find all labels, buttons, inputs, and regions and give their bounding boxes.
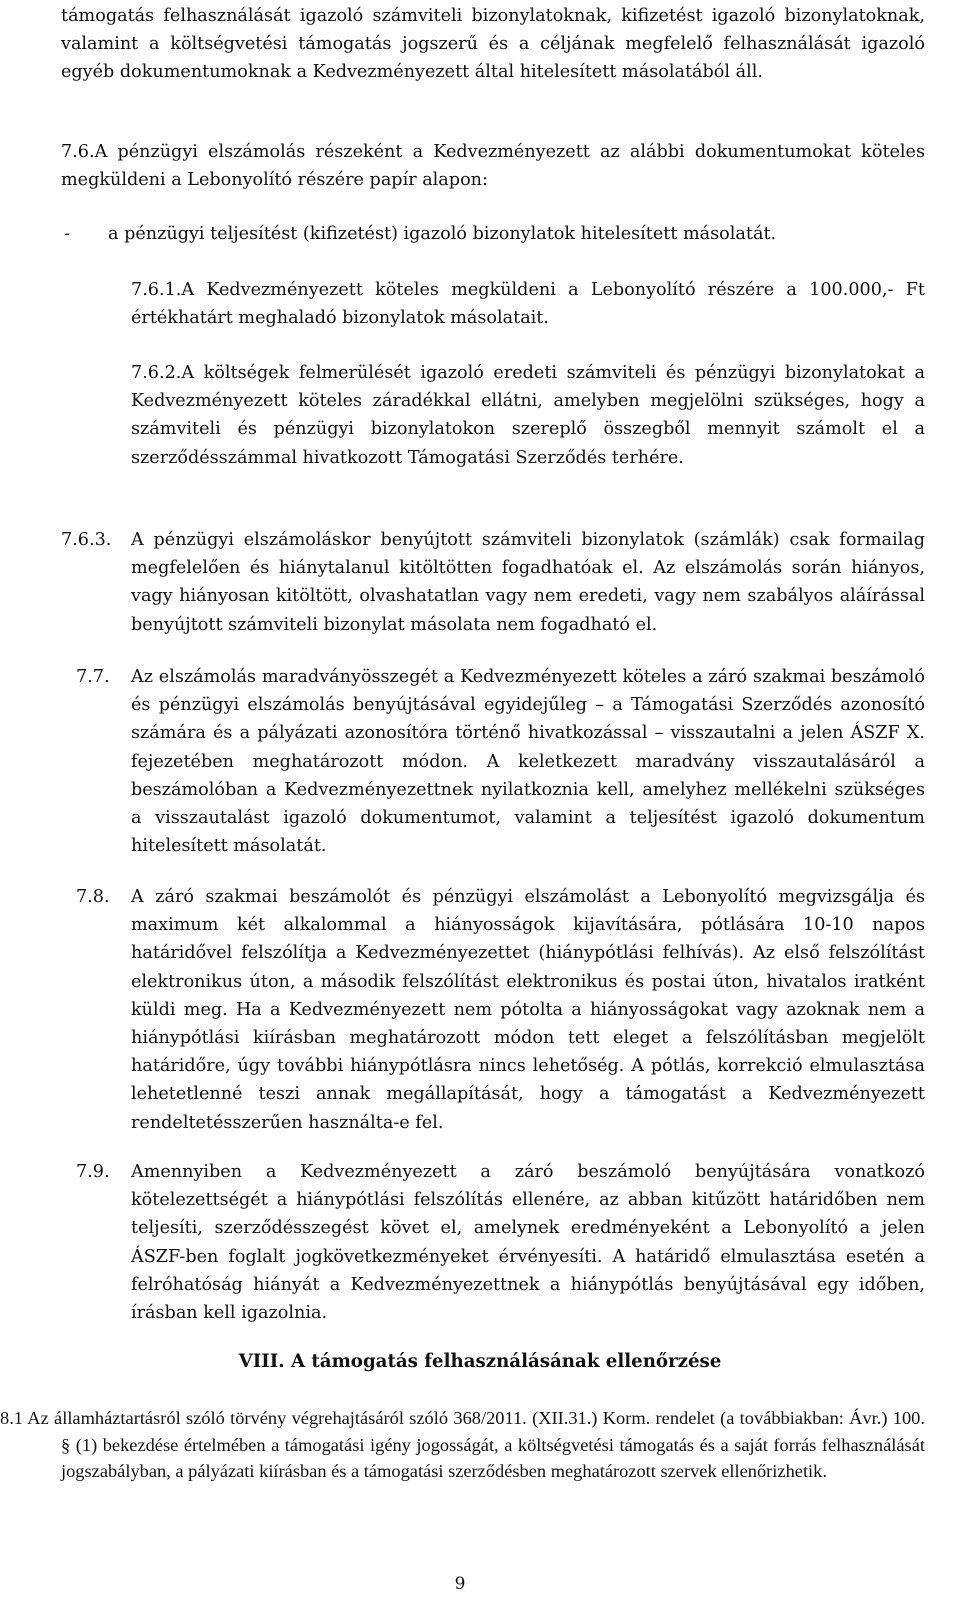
bullet-text: a pénzügyi teljesítést (kifizetést) igazoló bizonylatok hitelesített másolatát. <box>108 224 777 244</box>
section-7-6-text <box>61 138 925 194</box>
section-7-8-body: A záró szakmai beszámolót és pénzügyi elszámolást a Lebonyolító megvizsgálja és maximum két alkalommal a hiányosságok kijavítására, pótlására 10-10 napos határidővel felszólítja a Kedvezményezettet (hiánypótlási felhívás). Az első felszólítást elektronikus úton, a második felszólítást elektronikus és postai úton, hivatalos iratként küldi meg. Ha a Kedvezményezett nem pótolta a hiányosságokat vagy azoknak nem a hiánypótlási kiírásban meghatározott módon tett eleget a felszólításban megjelölt határidőre, úgy további hiánypótlásra nincs lehetőség. A pótlás, korrekció elmulasztása lehetetlenné teszi annak megállapítását, hogy a támogatást a Kedvezményezett rendeltetésszerűen használta-e fel. <box>131 887 925 1133</box>
section-7-7-number: 7.7. <box>76 667 110 687</box>
top-paragraph: támogatás felhasználását igazoló számviteli bizonylatoknak, kifizetést igazoló bizonylatoknak, valamint a költségvetési támogatás jogszerű és a céljának megfelelő felhasználását igazoló egyéb dokumentumoknak a Kedvezményezett által hitelesített másolatából áll. <box>61 6 925 83</box>
section-7-6-2-number: 7.6.2. <box>131 363 182 383</box>
section-7-7-body: Az elszámolás maradványösszegét a Kedvezményezett köteles a záró szakmai beszámoló és pénzügyi elszámolás benyújtásával egyidejűleg – a Támogatási Szerződés azonosító számára és a pályázati azonosítóra történő hivatkozással – visszautalni a jelen ÁSZF X. fejezetében meghatározott módon. A keletkezett maradvány visszautalásáról a beszámolóban a Kedvezményezettnek nyilatkoznia kell, amelyhez mellékelni szükséges a visszautalást igazoló dokumentumot, valamint a teljesítést igazoló dokumentum hitelesített másolatát. <box>131 667 925 857</box>
chapter-heading: VIII. A támogatás felhasználásának ellenőrzése <box>238 1351 722 1372</box>
section-7-9-number: 7.9. <box>76 1162 110 1182</box>
section-7-6-2-body: A költségek felmerülését igazoló eredeti számviteli és pénzügyi bizonylatokat a Kedvezményezett köteles záradékkal ellátni, amelyben megjelölni szükséges, hogy a számviteli és pénzügyi bizonylatokon szereplő összegből mennyit számolt el a szerződésszámmal hivatkozott Támogatási Szerződés terhére. <box>131 363 925 468</box>
section-7-6-1 <box>131 276 925 332</box>
section-7-6-body: A pénzügyi elszámolás részeként a Kedvezményezett az alábbi dokumentumokat köteles megküldeni a Lebonyolító részére papír alapon: <box>61 142 925 191</box>
section-8-1 <box>0 1405 925 1485</box>
section-7-8-number: 7.8. <box>76 887 110 907</box>
section-7-6-1-body: A Kedvezményezett köteles megküldeni a Lebonyolító részére a 100.000,- Ft értékhatárt meghaladó bizonylatok másolatait. <box>131 280 925 329</box>
section-7-6-number: 7.6. <box>61 142 95 162</box>
section-7-6-3-body: A pénzügyi elszámoláskor benyújtott számviteli bizonylatok (számlák) csak formailag megfelelően és hiánytalanul kitöltötten fogadhatóak el. Az elszámolás során hiányos, vagy hiányosan kitöltött, olvashatatlan vagy nem eredeti, vagy nem szabályos aláírással benyújtott számviteli bizonylat másolata nem fogadható el. <box>131 530 925 635</box>
section-7-6-2 <box>131 359 925 472</box>
section-7-6-3-number: 7.6.3. <box>61 530 112 550</box>
section-8-1-number: 8.1 <box>0 1408 23 1428</box>
section-8-1-body: Az államháztartásról szóló törvény végrehajtásáról szóló 368/2011. (XII.31.) Korm. rendelet (a továbbiakban: Ávr.) 100. § (1) bekezdése értelmében a támogatási igény jogosságát, a költségvetési támogatás és a saját forrás felhasználását jogszabályban, a pályázati kiírásban és a támogatási szerződésben meghatározott szervek ellenőrizhetik. <box>27 1408 925 1481</box>
bullet-dash: - <box>64 224 70 244</box>
page-number: 9 <box>454 1574 466 1594</box>
section-7-6-1-number: 7.6.1. <box>131 280 182 300</box>
section-7-9-body: Amennyiben a Kedvezményezett a záró beszámoló benyújtására vonatkozó kötelezettségét a hiánypótlási felszólítás ellenére, az abban kitűzött határidőben nem teljesíti, szerződésszegést követ el, amelynek eredményeként a Lebonyolító a jelen ÁSZF-ben foglalt jogkövetkezményeket érvényesíti. A határidő elmulasztása esetén a felróhatóság hiányát a Kedvezményezettnek a hiánypótlás benyújtásával egy időben, írásban kell igazolnia. <box>131 1162 925 1324</box>
